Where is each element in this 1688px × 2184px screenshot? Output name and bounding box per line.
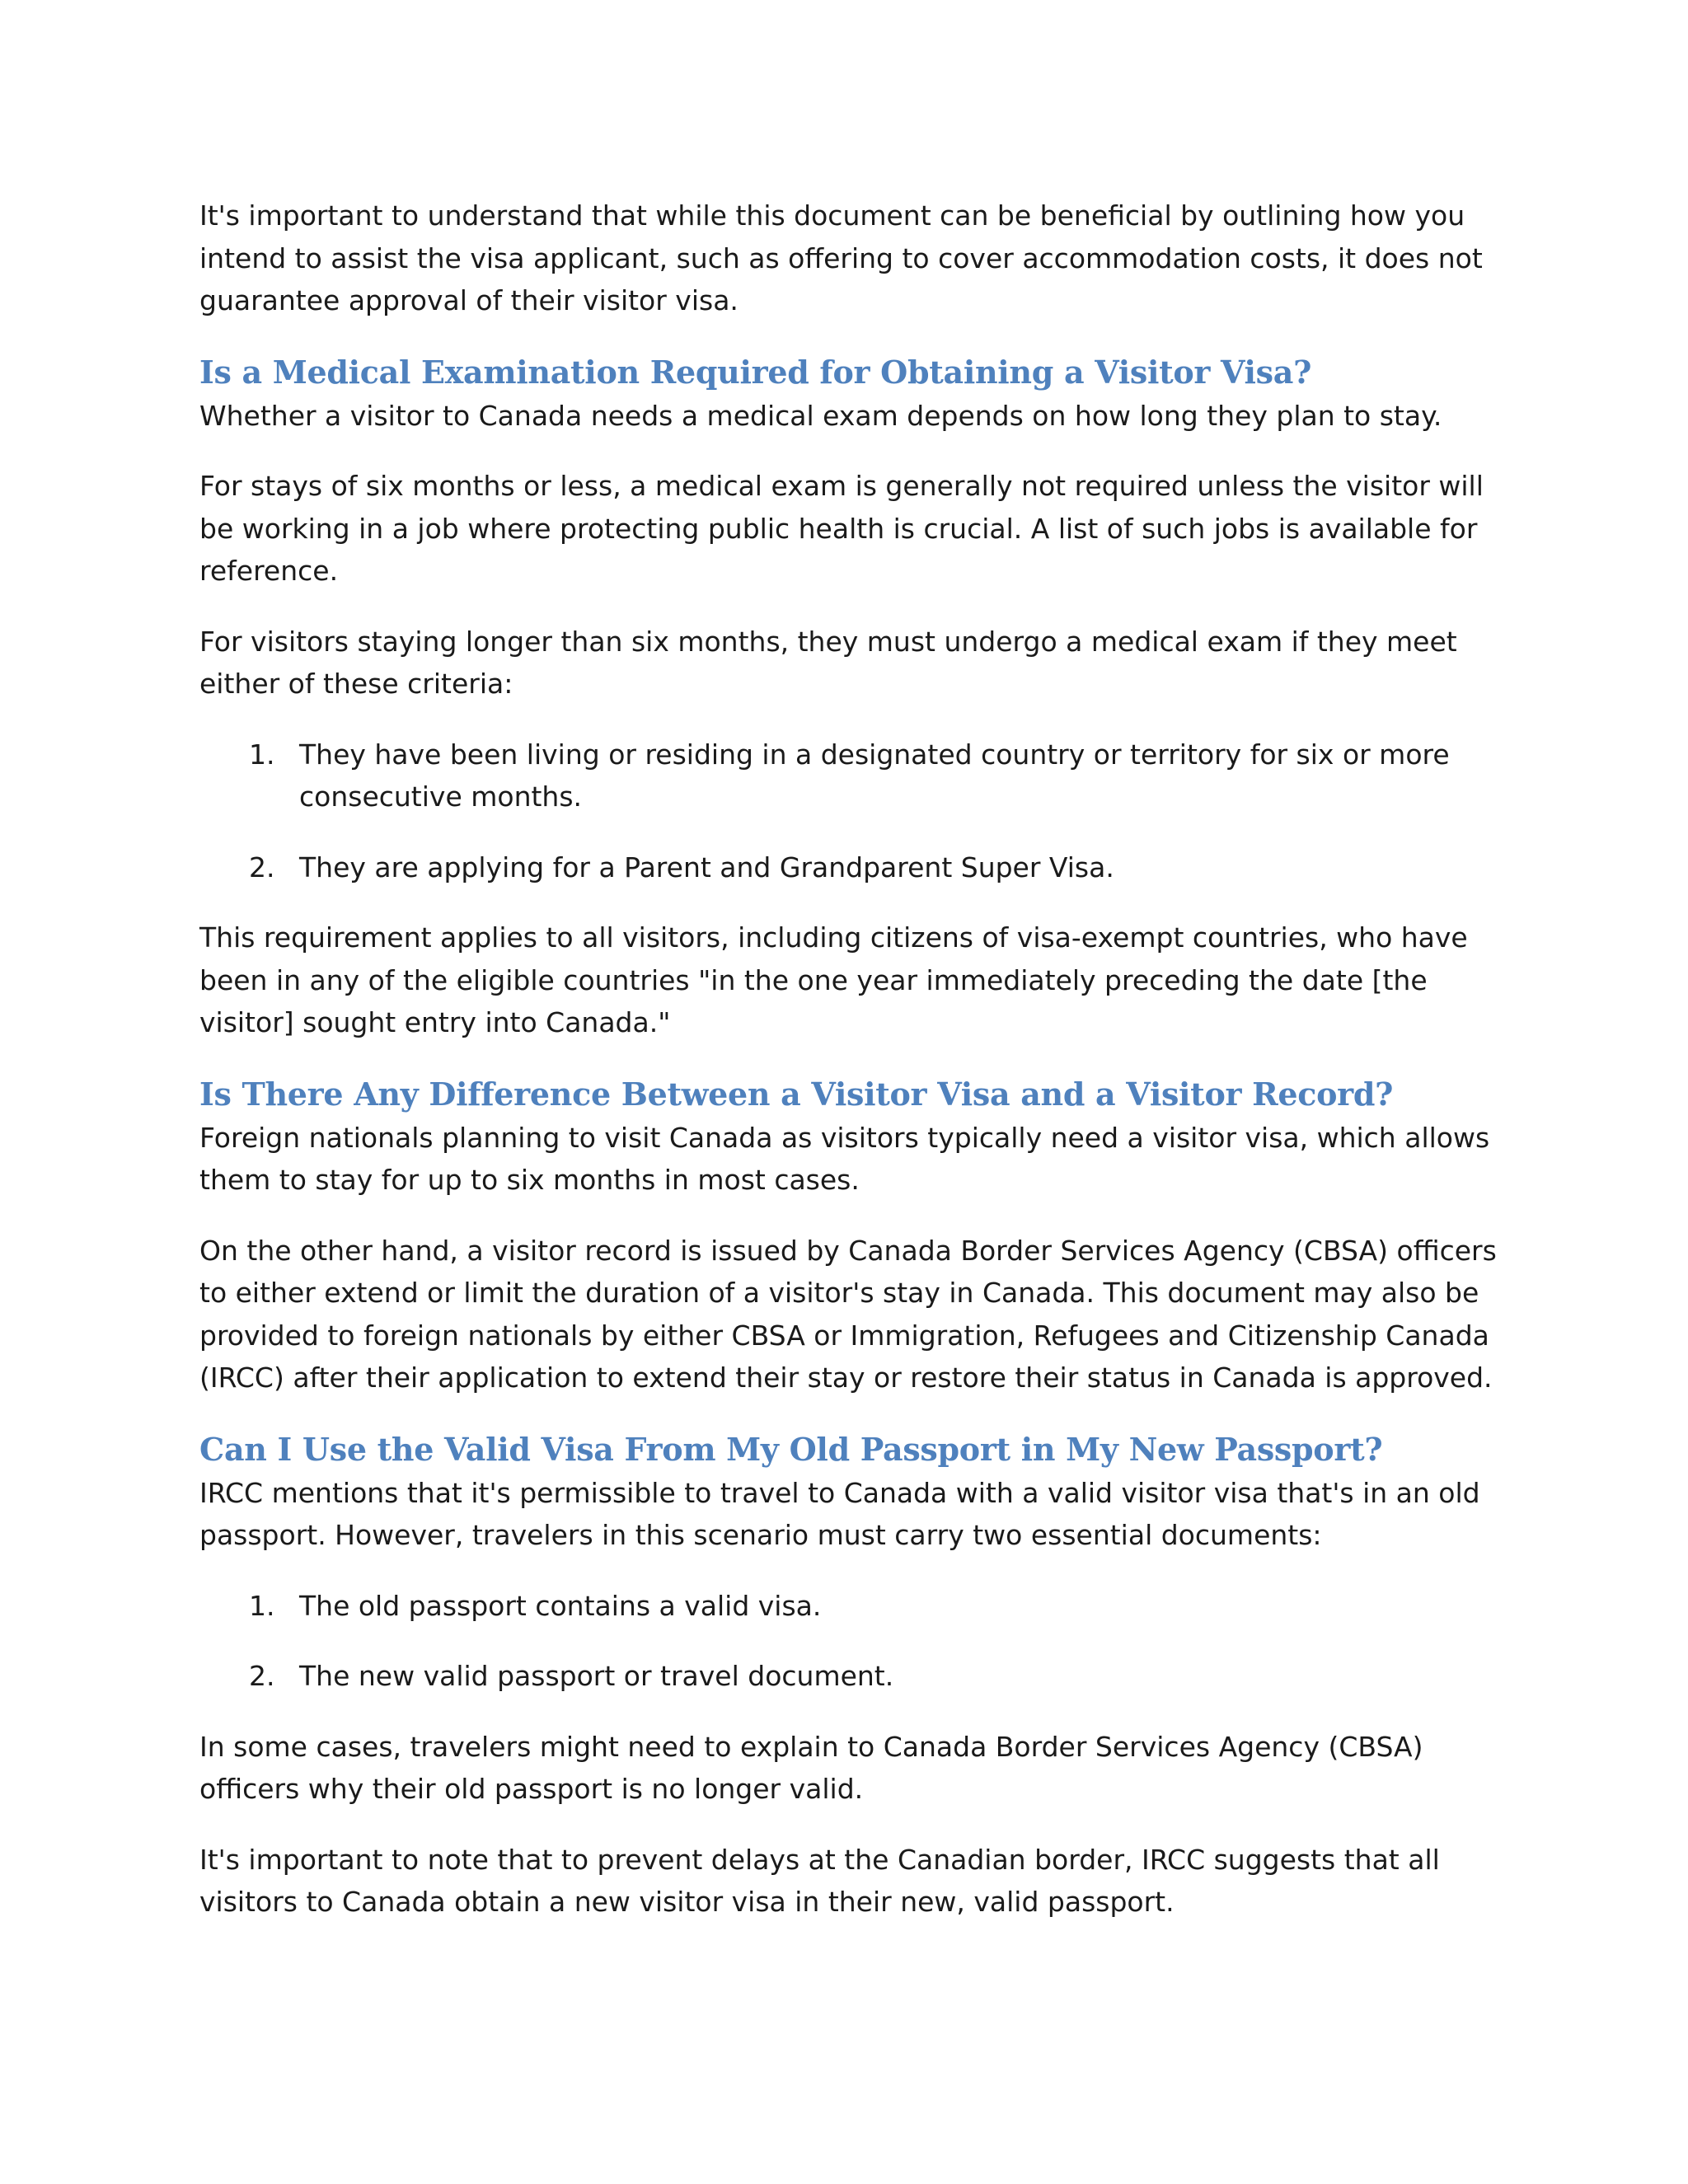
- passport-paragraph-1: IRCC mentions that it's permissible to travel to Canada with a valid visitor visa that's in an old passport. However, travelers in this scenario must carry two essential documents:: [199, 1476, 1480, 1551]
- medical-paragraph-2: For stays of six months or less, a medical exam is generally not required unless the visitor will be working in a job where protecting public health is crucial. A list of such jobs is available for reference.: [199, 470, 1484, 587]
- medical-paragraph-1: Whether a visitor to Canada needs a medical exam depends on how long they plan to stay.: [199, 399, 1442, 432]
- heading-medical-exam: Is a Medical Examination Required for Obtaining a Visitor Visa?: [199, 353, 1312, 391]
- list-item-number: 2.: [249, 851, 275, 883]
- list-item: [199, 846, 1502, 889]
- list-item-text: The old passport contains a valid visa.: [299, 1589, 822, 1622]
- heading-old-passport: Can I Use the Valid Visa From My Old Passport in My New Passport?: [199, 1430, 1383, 1468]
- heading-visitor-record: Is There Any Difference Between a Visitor Visa and a Visitor Record?: [199, 1075, 1394, 1113]
- list-item-number: 2.: [249, 1660, 275, 1692]
- record-paragraph-1: Foreign nationals planning to visit Canada as visitors typically need a visitor visa, which allows them to stay for up to six months in most cases.: [199, 1121, 1490, 1196]
- passport-documents-list: [199, 1585, 1502, 1698]
- passport-paragraph-3: It's important to note that to prevent delays at the Canadian border, IRCC suggests that all visitors to Canada obtain a new visitor visa in their new, valid passport.: [199, 1843, 1440, 1918]
- list-item-text: The new valid passport or travel document.: [299, 1660, 894, 1692]
- medical-criteria-list: [199, 733, 1502, 889]
- document-page: [199, 194, 1502, 1952]
- medical-paragraph-4: This requirement applies to all visitors, including citizens of visa-exempt countries, who have been in any of the eligible countries "in the one year immediately preceding the date [the visitor] sought entry into Canada.": [199, 921, 1468, 1038]
- passport-paragraph-2: In some cases, travelers might need to explain to Canada Border Services Agency (CBSA) officers why their old passport is no longer valid.: [199, 1730, 1423, 1805]
- record-paragraph-2: On the other hand, a visitor record is issued by Canada Border Services Agency (CBSA) officers to either extend or limit the duration of a visitor's stay in Canada. This document may also be provided to foreign nationals by either CBSA or Immigration, Refugees and Citizenship Canada (IRCC) after their application to extend their stay or restore their status in Canada is approved.: [199, 1234, 1497, 1394]
- list-item-text: They are applying for a Parent and Grandparent Super Visa.: [299, 851, 1114, 883]
- list-item: [199, 1655, 1502, 1698]
- list-item: [199, 733, 1502, 818]
- intro-paragraph: It's important to understand that while this document can be beneficial by outlining how you intend to assist the visa applicant, such as offering to cover accommodation costs, it does not guarantee approval of their visitor visa.: [199, 199, 1483, 316]
- list-item-text: They have been living or residing in a designated country or territory for six or more consecutive months.: [299, 738, 1450, 813]
- medical-paragraph-3: For visitors staying longer than six months, they must undergo a medical exam if they meet either of these criteria:: [199, 625, 1457, 700]
- list-item: [199, 1585, 1502, 1628]
- list-item-number: 1.: [249, 738, 275, 771]
- list-item-number: 1.: [249, 1589, 275, 1622]
